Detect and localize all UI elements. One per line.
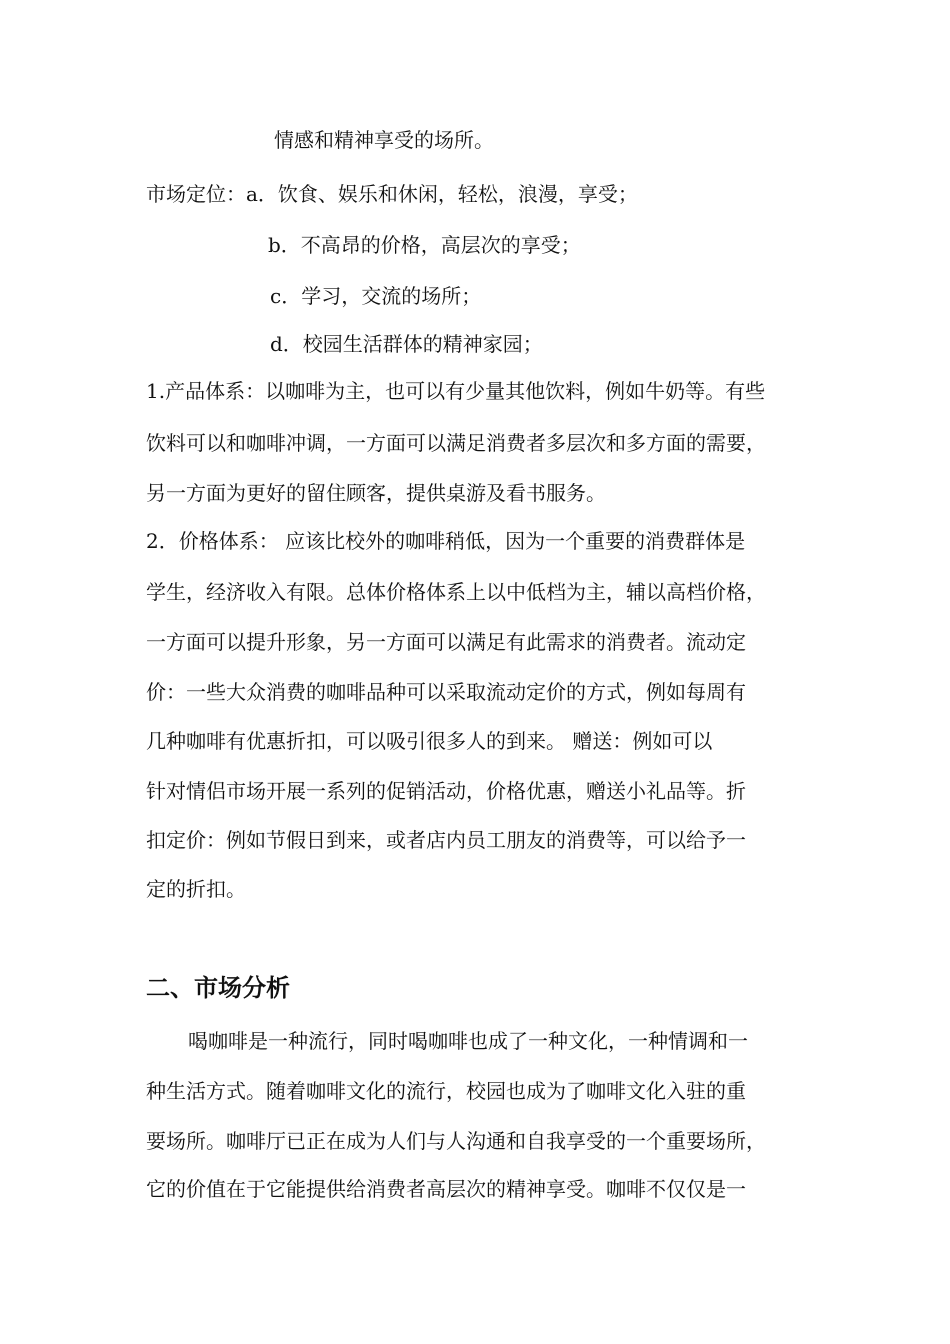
market-positioning-a: 市场定位：a．饮食、娱乐和休闲，轻松，浪漫，享受；: [146, 182, 638, 206]
market-positioning-c: c．学习，交流的场所；: [270, 284, 482, 308]
price-system-line: 针对情侣市场开展一系列的促销活动，价格优惠，赠送小礼品等。折: [146, 779, 746, 803]
section-two-line: 种生活方式。随着咖啡文化的流行，校园也成为了咖啡文化入驻的重: [146, 1079, 746, 1103]
price-system-line: 学生，经济收入有限。总体价格体系上以中低档为主，辅以高档价格，: [146, 580, 766, 604]
price-system-line: 价：一些大众消费的咖啡品种可以采取流动定价的方式，例如每周有: [146, 680, 746, 704]
intro-line: 情感和精神享受的场所。: [274, 128, 494, 152]
price-system-line: 扣定价：例如节假日到来，或者店内员工朋友的消费等，可以给予一: [146, 828, 746, 852]
price-system-line: 定的折扣。: [146, 877, 246, 901]
section-two-line: 喝咖啡是一种流行，同时喝咖啡也成了一种文化，一种情调和一: [188, 1029, 748, 1053]
section-heading: 二、市场分析: [146, 974, 290, 1002]
price-system-line: 2．价格体系： 应该比校外的咖啡稍低，因为一个重要的消费群体是: [146, 529, 746, 553]
product-system-line: 另一方面为更好的留住顾客，提供桌游及看书服务。: [146, 481, 606, 505]
product-system-line: 饮料可以和咖啡冲调，一方面可以满足消费者多层次和多方面的需要，: [146, 431, 766, 455]
section-two-line: 它的价值在于它能提供给消费者高层次的精神享受。咖啡不仅仅是一: [146, 1177, 746, 1201]
price-system-line: 一方面可以提升形象，另一方面可以满足有此需求的消费者。流动定: [146, 630, 746, 654]
product-system-line: 1.产品体系：以咖啡为主，也可以有少量其他饮料，例如牛奶等。有些: [146, 379, 766, 403]
market-positioning-b: b．不高昂的价格，高层次的享受；: [268, 233, 581, 257]
market-positioning-d: d．校园生活群体的精神家园；: [270, 332, 543, 356]
section-two-line: 要场所。咖啡厅已正在成为人们与人沟通和自我享受的一个重要场所，: [146, 1129, 766, 1153]
price-system-line: 几种咖啡有优惠折扣，可以吸引很多人的到来。 赠送：例如可以: [146, 729, 713, 753]
